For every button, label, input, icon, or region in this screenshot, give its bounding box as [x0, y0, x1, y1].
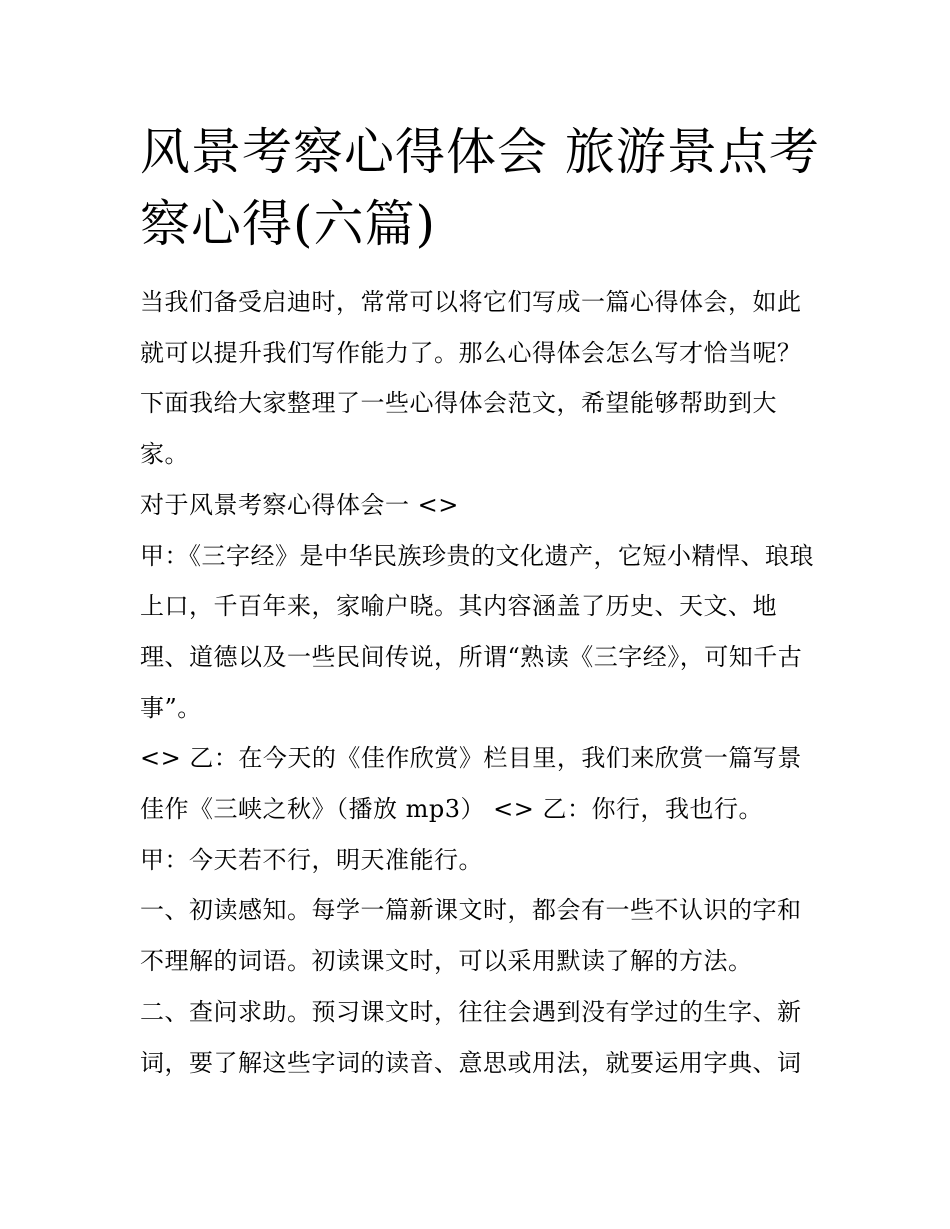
paragraph-intro: 当我们备受启迪时，常常可以将它们写成一篇心得体会，如此就可以提升我们写作能力了。那么心得体会怎么写才恰当呢？下面我给大家整理了一些心得体会范文，希望能够帮助到大家。 [140, 288, 802, 469]
document-title: 风景考察心得体会 旅游景点考察心得(六篇) [140, 123, 820, 253]
paragraph-step-two: 二、查问求助。预习课文时，往往会遇到没有学过的生字、新词，要了解这些字词的读音、意思或用法，就要运用字典、词 [140, 997, 802, 1077]
paragraph-section-heading: 对于风景考察心得体会一 <> [140, 490, 459, 519]
paragraph-step-one: 一、初读感知。每学一篇新课文时，都会有一些不认识的字和不理解的词语。初读课文时，可以采用默读了解的方法。 [140, 896, 802, 976]
paragraph-dialogue-jia: 甲：《三字经》是中华民族珍贵的文化遗产，它短小精悍、琅琅上口，千百年来，家喻户晓。其内容涵盖了历史、天文、地理、道德以及一些民间传说，所谓“熟读《三字经》，可知千古事”。 [140, 541, 814, 722]
paragraph-dialogue-yi: <> 乙：在今天的《佳作欣赏》栏目里，我们来欣赏一篇写景佳作《三峡之秋》（播放 mp3） <> 乙：你行，我也行。 甲：今天若不行，明天准能行。 [140, 744, 802, 874]
document-body [140, 277, 820, 1088]
